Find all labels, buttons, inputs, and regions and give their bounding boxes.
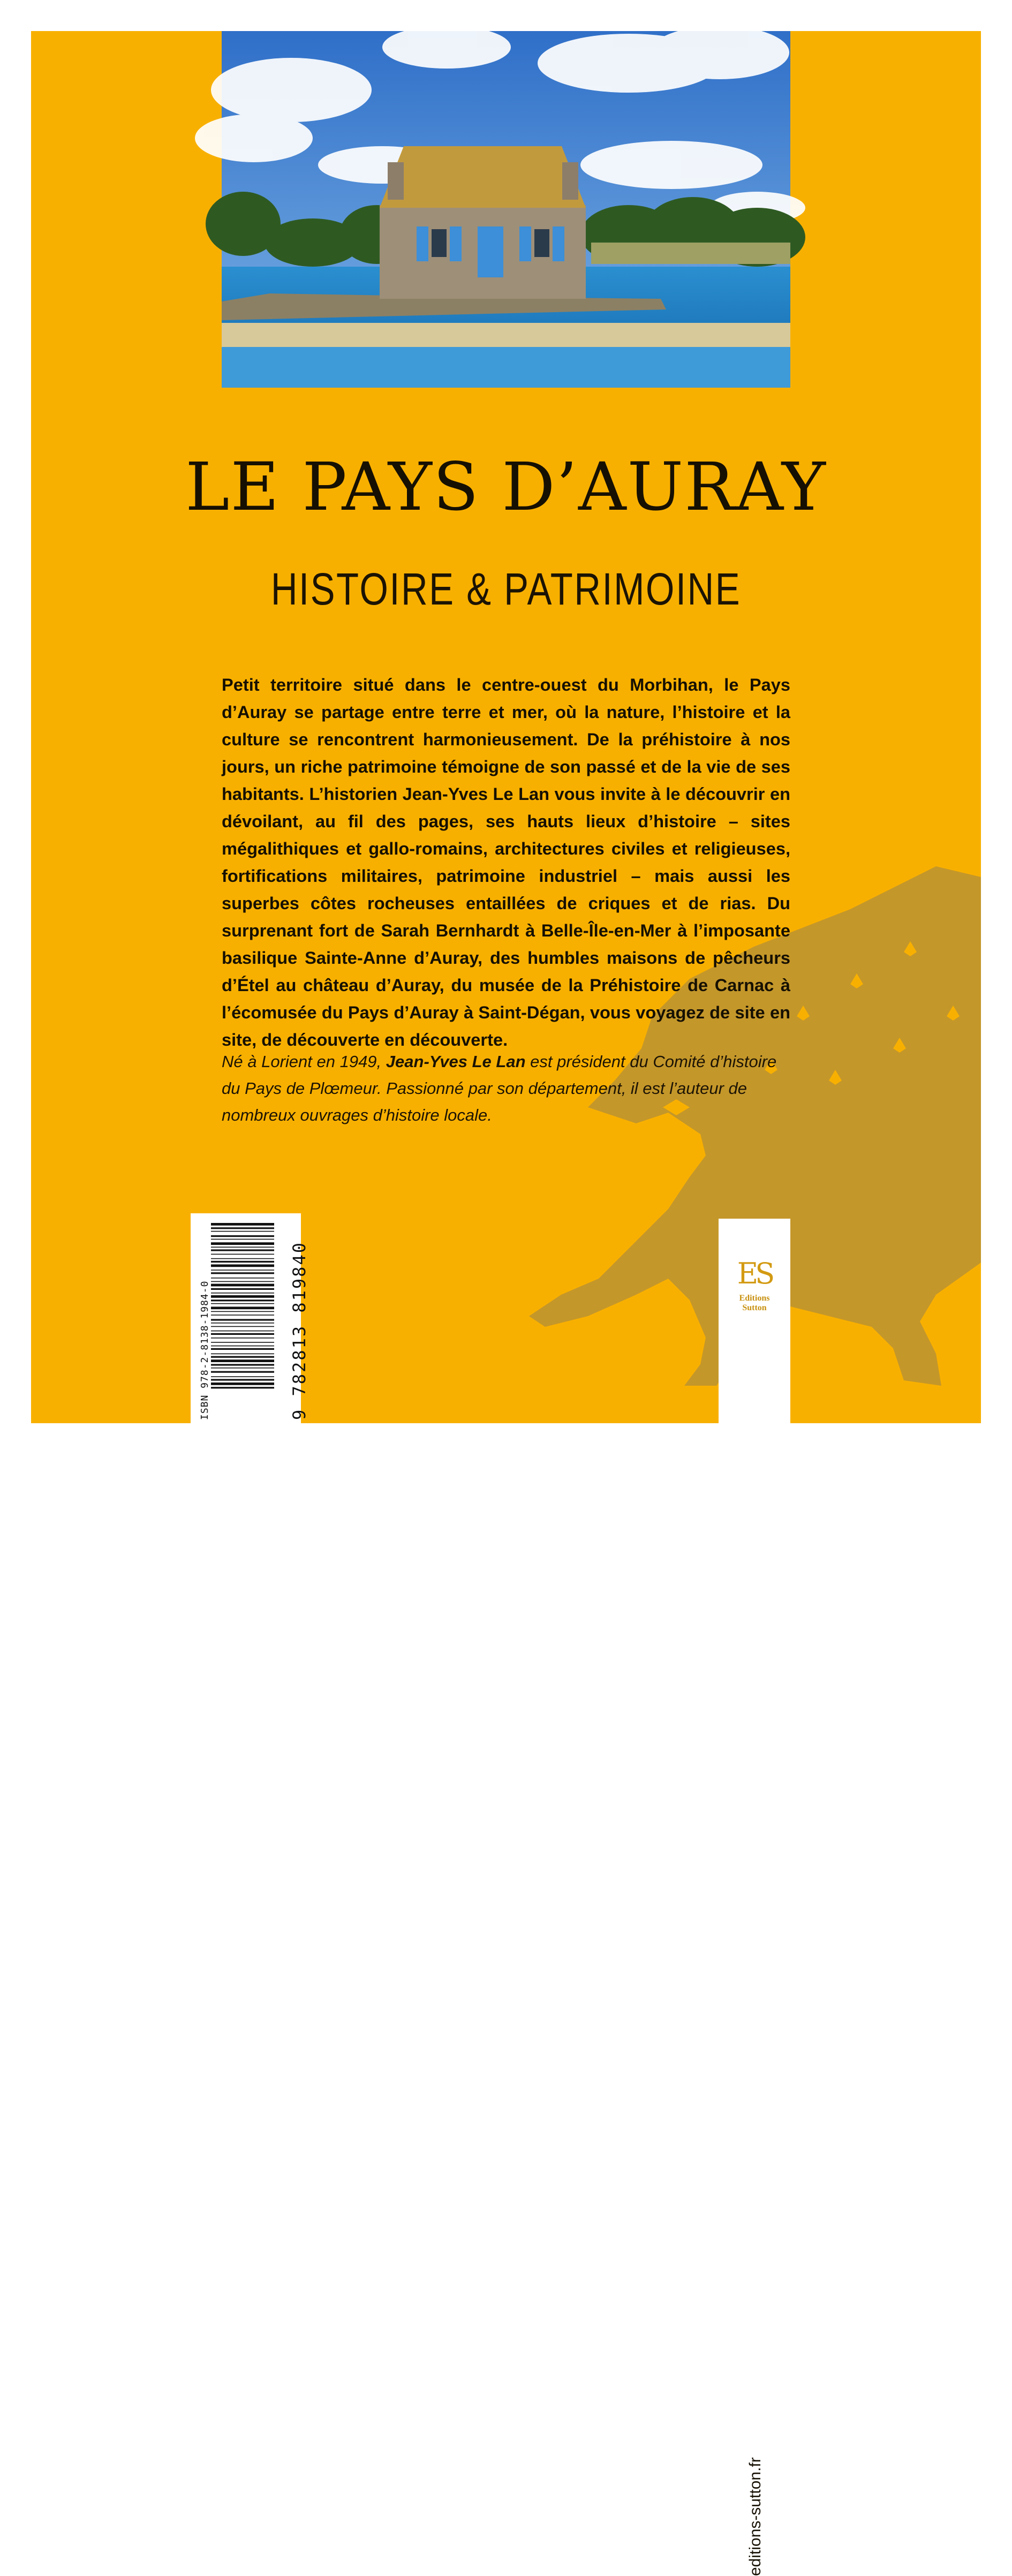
barcode-icon [211, 1223, 274, 1420]
bio-rest: est président du Comité d’histoire du Pays de Plœmeur. Passionné par son département, il est l’auteur de nombreux ouvrages d’histoire locale. [222, 1052, 777, 1124]
book-description: Petit territoire situé dans le centre-ouest du Morbihan, le Pays d’Auray se partage entre terre et mer, où la nature, l’histoire et la culture se rencontrent harmonieusement. De la préhistoire à nos jours, un riche patrimoine témoigne de son passé et de la vie de ses habitants. L’historien Jean-Yves Le Lan vous invite à le découvrir en dévoilant, au fil des pages, ses hauts lieux d’histoire – sites mégalithiques et gallo-romains, architectures civiles et religieuses, fortifications militaires, patrimoine industriel – mais aussi les superbes côtes rocheuses entaillées de criques et de rias. Du surprenant fort de Sarah Bernhardt à Belle-Île-en-Mer à l’imposante basilique Sainte-Anne d’Auray, des humbles maisons de pêcheurs d’Étel au château d’Auray, du musée de la Préhistoire de Carnac à l’écomusée du Pays d’Auray à Saint-Dégan, vous voyagez de site en site, de découverte en découverte. [222, 675, 790, 1049]
book-subtitle: HISTOIRE & PATRIMOINE [270, 564, 742, 614]
bio-intro: Né à Lorient en 1949, [222, 1052, 386, 1071]
author-name: Jean-Yves Le Lan [386, 1052, 526, 1071]
back-cover [31, 31, 981, 2576]
publisher-logo-mark: ES [737, 1257, 772, 1290]
ean-digits: 9 782813 819840 [289, 1241, 309, 1420]
publisher-website: editions-sutton.fr [746, 2457, 764, 2576]
publisher-logo-text [719, 1294, 790, 1313]
publisher-logo-line1: Editions [739, 1294, 770, 1303]
isbn-label: ISBN 978-2-8138-1984-0 [199, 1280, 210, 1420]
author-bio [222, 1048, 790, 1129]
publisher-logo-line2: Sutton [742, 1303, 767, 1312]
barcode-panel [191, 1213, 309, 1423]
publisher-logo [719, 1219, 790, 1423]
house-on-island-photo [222, 31, 790, 388]
book-title: LE PAYS D’AURAY [185, 449, 827, 526]
